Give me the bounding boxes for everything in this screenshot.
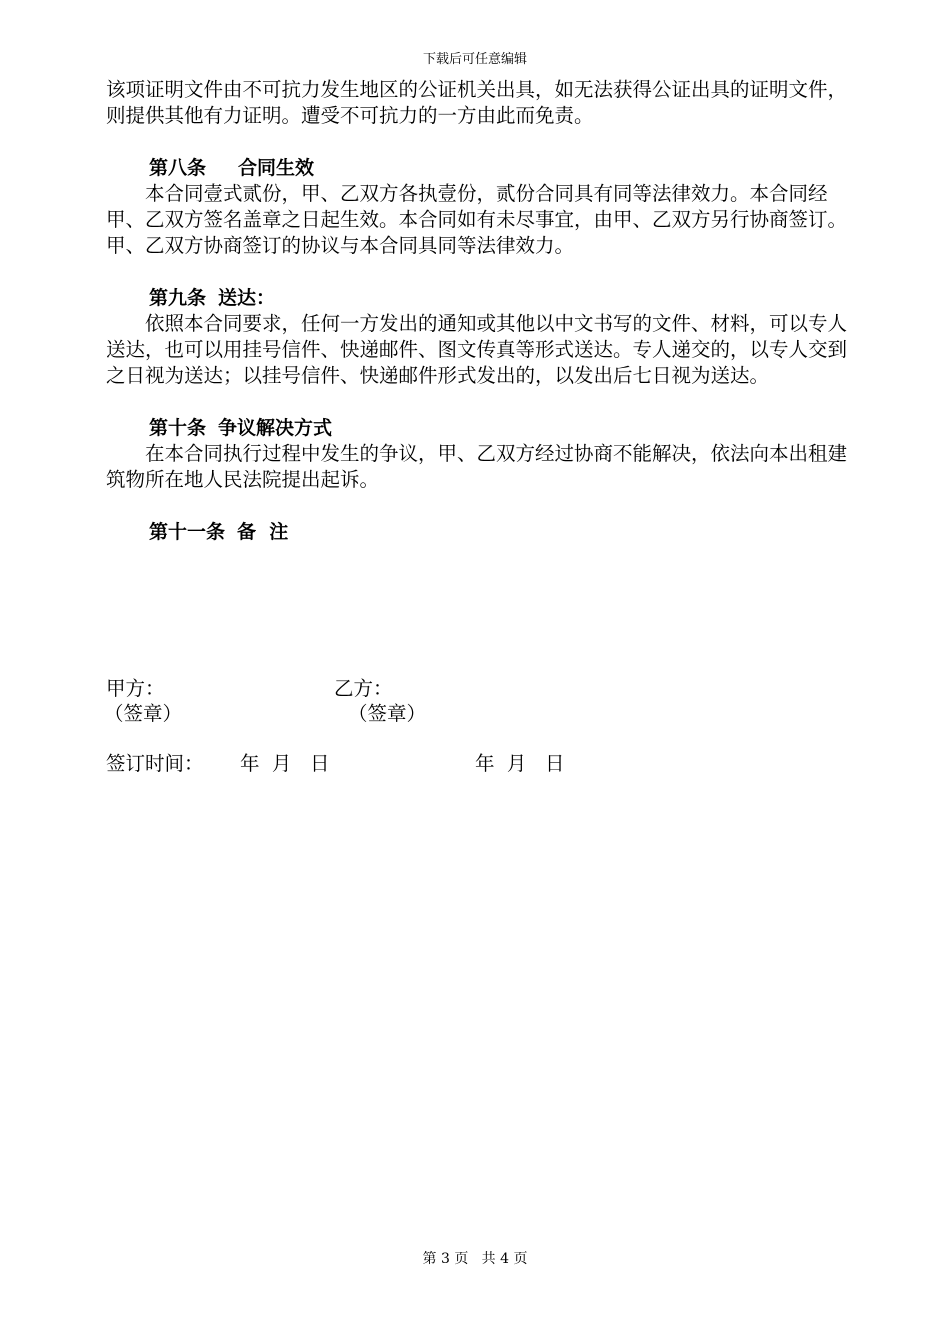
article-8-heading <box>106 155 851 181</box>
spacer <box>106 129 851 155</box>
article-10-text: 在本合同执行过程中发生的争议，甲、乙双方经过协商不能解决，依法向本出租建筑物所在地人民法院提出起诉。 <box>106 442 848 491</box>
party-b-date: 年 月 日 <box>475 752 565 775</box>
contract-body <box>106 77 851 545</box>
article-9-text: 依照本合同要求，任何一方发出的通知或其他以中文书写的文件、材料，可以专人送达，也可以用挂号信件、快递邮件、图文传真等形式送达。专人递交的，以专人交到之日视为送达；以挂号信件、快递邮件形式发出的，以发出后七日视为送达。 <box>106 312 848 387</box>
page-footer: 第 3 页 共 4 页 <box>422 1251 528 1267</box>
spacer <box>106 259 851 285</box>
article-11-heading <box>106 519 851 545</box>
sign-time-label: 签订时间： <box>106 752 204 775</box>
party-a-seal: （签章） <box>104 702 183 725</box>
article-11-title: 备 注 <box>237 521 289 543</box>
article-8-number: 第八条 <box>149 157 207 179</box>
spacer <box>106 493 851 519</box>
party-b-seal: （签章） <box>348 702 427 725</box>
article-9-heading <box>106 285 851 311</box>
article-10-number: 第十条 <box>149 417 207 439</box>
article-9-number: 第九条 <box>149 287 207 309</box>
page-header: 下载后可任意编辑 <box>422 52 527 67</box>
spacer <box>106 389 851 415</box>
article-8-text: 本合同壹式贰份，甲、乙双方各执壹份，贰份合同具有同等法律效力。本合同经甲、乙双方签名盖章之日起生效。本合同如有未尽事宜，由甲、乙双方另行协商签订。甲、乙双方协商签订的协议与本合同具同等法律效力。 <box>106 182 848 257</box>
continued-paragraph: 该项证明文件由不可抗力发生地区的公证机关出具，如无法获得公证出具的证明文件，则提供其他有力证明。遭受不可抗力的一方由此而免责。 <box>106 78 848 127</box>
article-9-title: 送达： <box>218 287 276 309</box>
article-8-title: 合同生效 <box>238 157 315 179</box>
article-11-number: 第十一条 <box>149 521 226 543</box>
article-10-heading <box>106 415 851 441</box>
article-10-title: 争议解决方式 <box>218 417 333 439</box>
party-a-label: 甲方： <box>106 677 165 700</box>
party-a-date: 年 月 日 <box>240 752 330 775</box>
party-b-label: 乙方： <box>334 677 393 700</box>
